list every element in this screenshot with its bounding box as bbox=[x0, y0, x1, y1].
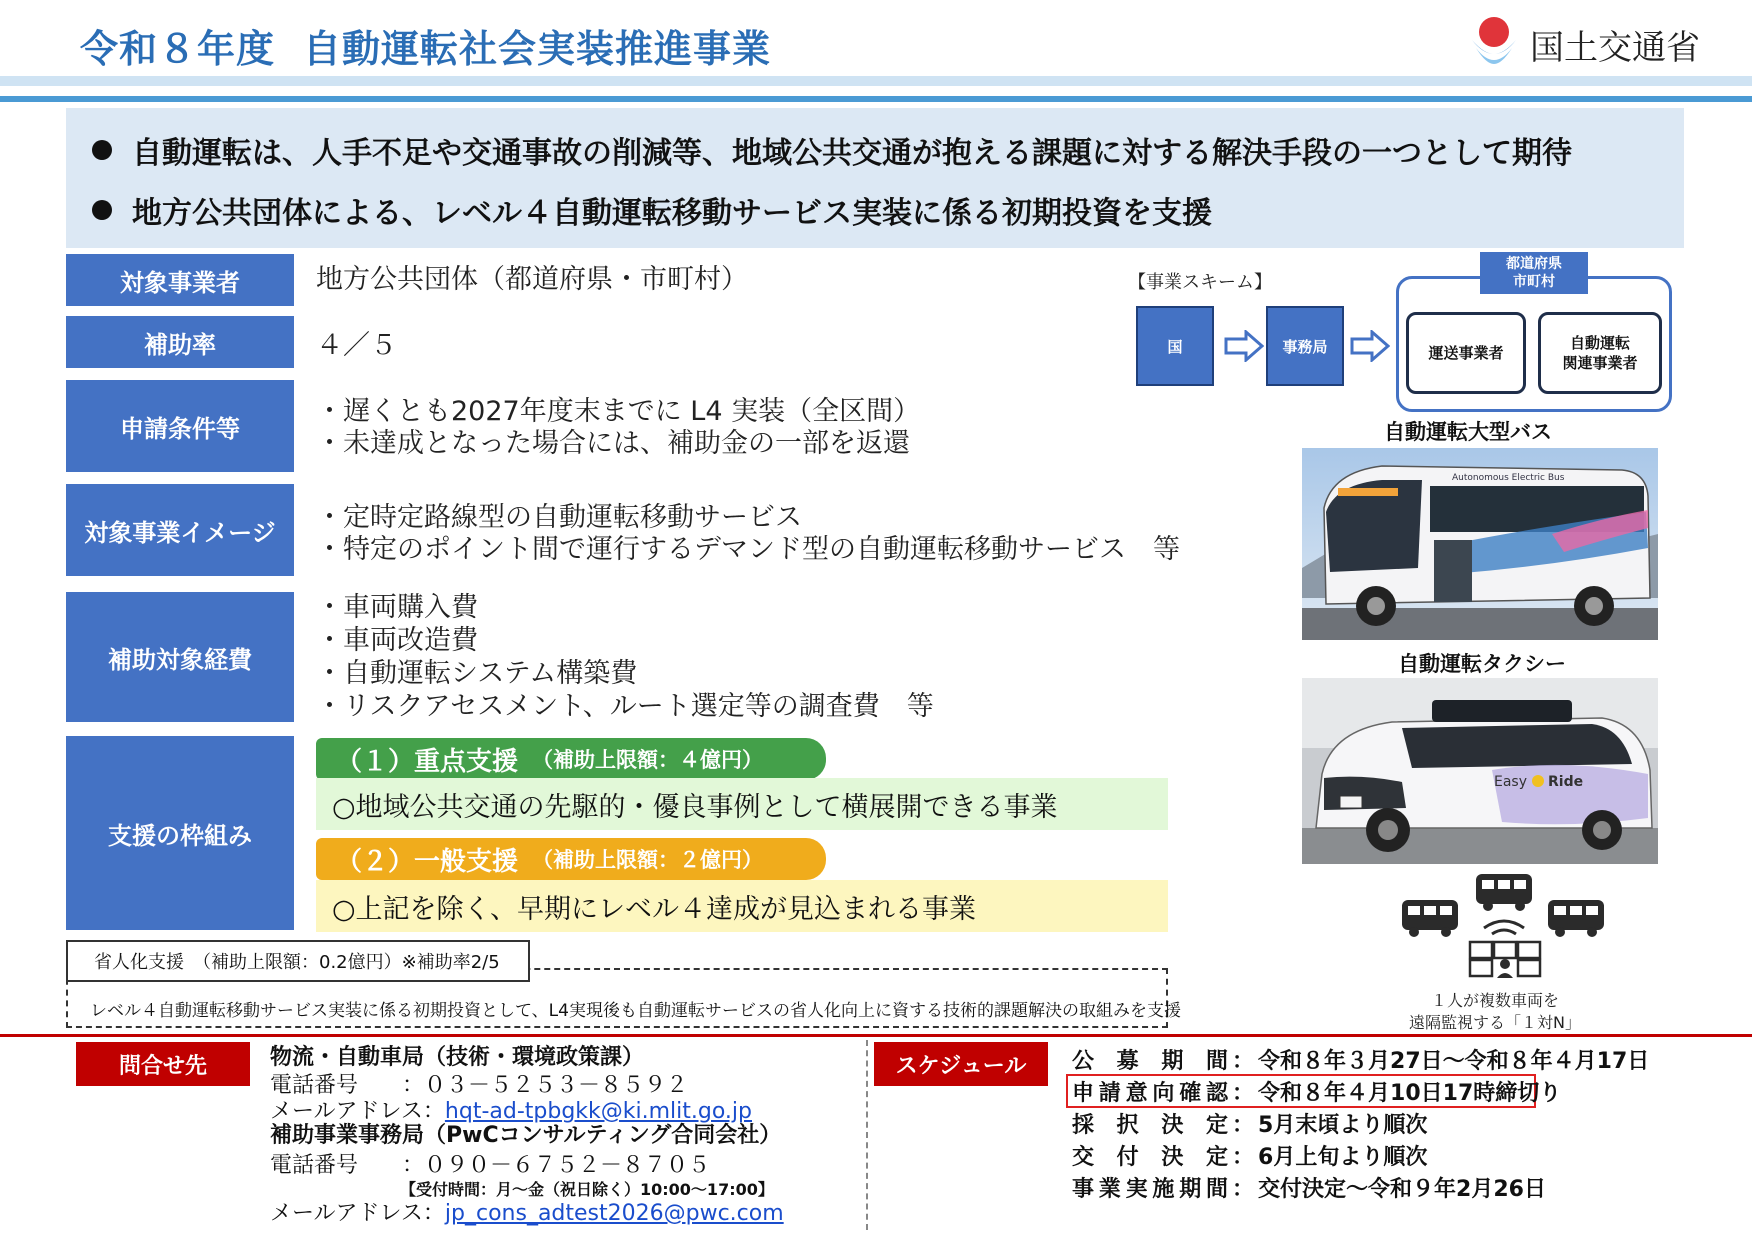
taxi-logo-label: Easy bbox=[1494, 774, 1528, 790]
target-text: 地方公共団体（都道府県・市町村） bbox=[316, 264, 748, 295]
contact-mail-2: メールアドレス：jp_cons_adtest2026@pwc.com bbox=[270, 1201, 784, 1226]
labor-saving-desc: レベル４自動運転移動サービス実装に係る初期投資として、L4実現後も自動運転サービスの省人化向上に資する技術的課題解決の取組みを支援 bbox=[90, 1001, 1181, 1021]
taxi-caption: 自動運転タクシー bbox=[1398, 652, 1566, 676]
scheme-related-box: 自動運転 関連事業者 bbox=[1538, 312, 1662, 394]
general-support-desc: ○上記を除く、早期にレベル４達成が見込まれる事業 bbox=[316, 880, 1168, 932]
contact-mail-1: メールアドレス：hqt-ad-tpbgkk@ki.mlit.go.jp bbox=[270, 1099, 752, 1124]
labor-saving-title: 省人化支援 （補助上限額：0.2億円）※補助率2/5 bbox=[66, 940, 530, 982]
contact-tag: 問合せ先 bbox=[76, 1042, 250, 1086]
conditions-text: ・遅くとも2027年度末までに L4 実装（全区間） ・未達成となった場合には、補助金の一部を返還 bbox=[316, 396, 921, 460]
schedule-tag: スケジュール bbox=[874, 1042, 1048, 1086]
ministry-emblem-icon bbox=[1464, 10, 1524, 66]
contact-phone-2: 電話番号 ：０９０－６７５２－８７０５ bbox=[270, 1153, 711, 1178]
contact-dept-2: 補助事業事務局（PwCコンサルティング合同会社） bbox=[270, 1123, 782, 1148]
scheme-operator-box: 運送事業者 bbox=[1406, 312, 1526, 394]
footer-separator bbox=[866, 1040, 868, 1230]
bullet-icon bbox=[92, 200, 112, 220]
ministry-logo bbox=[1462, 8, 1742, 70]
schedule-row-3: 採択決定 ： 5月末頃より順次 bbox=[1072, 1113, 1428, 1138]
image-text: ・定時定路線型の自動運転移動サービス ・特定のポイント間で運行するデマンド型の自動運転移動サービス 等 bbox=[316, 502, 1180, 566]
bus-body-label: Autonomous Electric Bus bbox=[1452, 473, 1565, 483]
rate-text: ４／５ bbox=[316, 330, 397, 361]
label-rate: 補助率 bbox=[66, 316, 294, 368]
label-image: 対象事業イメージ bbox=[66, 484, 294, 576]
bus-photo bbox=[1302, 448, 1658, 640]
taxi-photo bbox=[1302, 678, 1658, 864]
schedule-row-5: 事業実施期間 ： 交付決定～令和９年2月26日 bbox=[1072, 1177, 1546, 1202]
label-conditions: 申請条件等 bbox=[66, 380, 294, 472]
scheme-country-box: 国 bbox=[1136, 306, 1214, 386]
summary-bullet-2: 地方公共団体による、レベル４自動運転移動サービス実装に係る初期投資を支援 bbox=[92, 188, 1212, 232]
ministry-name: 国土交通省 bbox=[1530, 28, 1700, 68]
arrow-right-icon bbox=[1224, 330, 1264, 362]
summary-banner bbox=[66, 108, 1684, 248]
contact-phone-1: 電話番号 ：０３－５２５３－８５９２ bbox=[270, 1073, 689, 1098]
label-framework: 支援の枠組み bbox=[66, 736, 294, 930]
costs-text: ・車両購入費 ・車両改造費 ・自動運転システム構築費 ・リスクアセスメント、ルート選定等の調査費 等 bbox=[316, 592, 934, 722]
contact-hours: 【受付時間：月～金（祝日除く）10:00～17:00】 bbox=[400, 1180, 774, 1199]
schedule-row-1: 公募期間 ： 令和８年３月27日～令和８年４月17日 bbox=[1072, 1049, 1650, 1074]
scheme-caption: 【事業スキーム】 bbox=[1128, 272, 1272, 293]
schedule-row-4: 交付決定 ： 6月上旬より順次 bbox=[1072, 1145, 1428, 1170]
summary-bullet-1: 自動運転は、人手不足や交通事故の削減等、地域公共交通が抱える課題に対する解決手段の一つとして期待 bbox=[92, 128, 1572, 172]
bullet-icon bbox=[92, 140, 112, 160]
arrow-right-icon bbox=[1350, 330, 1390, 362]
general-support-pill: （２）一般支援 （補助上限額：２億円） bbox=[316, 838, 826, 880]
remote-monitoring-caption: １人が複数車両を 遠隔監視する「１対N」 bbox=[1409, 991, 1581, 1033]
schedule-row-2: 申請意向確認 ： 令和８年４月10日17時締切り bbox=[1072, 1081, 1562, 1106]
header-divider bbox=[0, 96, 1752, 102]
label-costs: 補助対象経費 bbox=[66, 592, 294, 722]
priority-support-pill: （１）重点支援 （補助上限額：４億円） bbox=[316, 738, 826, 780]
bus-caption: 自動運転大型バス bbox=[1384, 420, 1552, 444]
header-stripe bbox=[0, 76, 1752, 86]
contact-dept-1: 物流・自動車局（技術・環境政策課） bbox=[270, 1045, 645, 1070]
bus-image bbox=[1302, 448, 1658, 640]
taxi-image bbox=[1302, 678, 1658, 864]
contact-mail-2-link[interactable]: jp_cons_adtest2026@pwc.com bbox=[444, 1201, 784, 1226]
scheme-local-gov-tag: 都道府県 市町村 bbox=[1480, 252, 1588, 294]
remote-monitoring-icon bbox=[1398, 870, 1608, 982]
priority-support-desc: ○地域公共交通の先駆的・優良事例として横展開できる事業 bbox=[316, 778, 1168, 830]
footer-divider bbox=[0, 1034, 1752, 1037]
page-title: 令和８年度 自動運転社会実装推進事業 bbox=[80, 27, 772, 71]
taxi-logo-label-2: Ride bbox=[1548, 774, 1584, 790]
scheme-office-box: 事務局 bbox=[1266, 306, 1344, 386]
label-target: 対象事業者 bbox=[66, 254, 294, 306]
contact-mail-1-link[interactable]: hqt-ad-tpbgkk@ki.mlit.go.jp bbox=[444, 1099, 752, 1124]
